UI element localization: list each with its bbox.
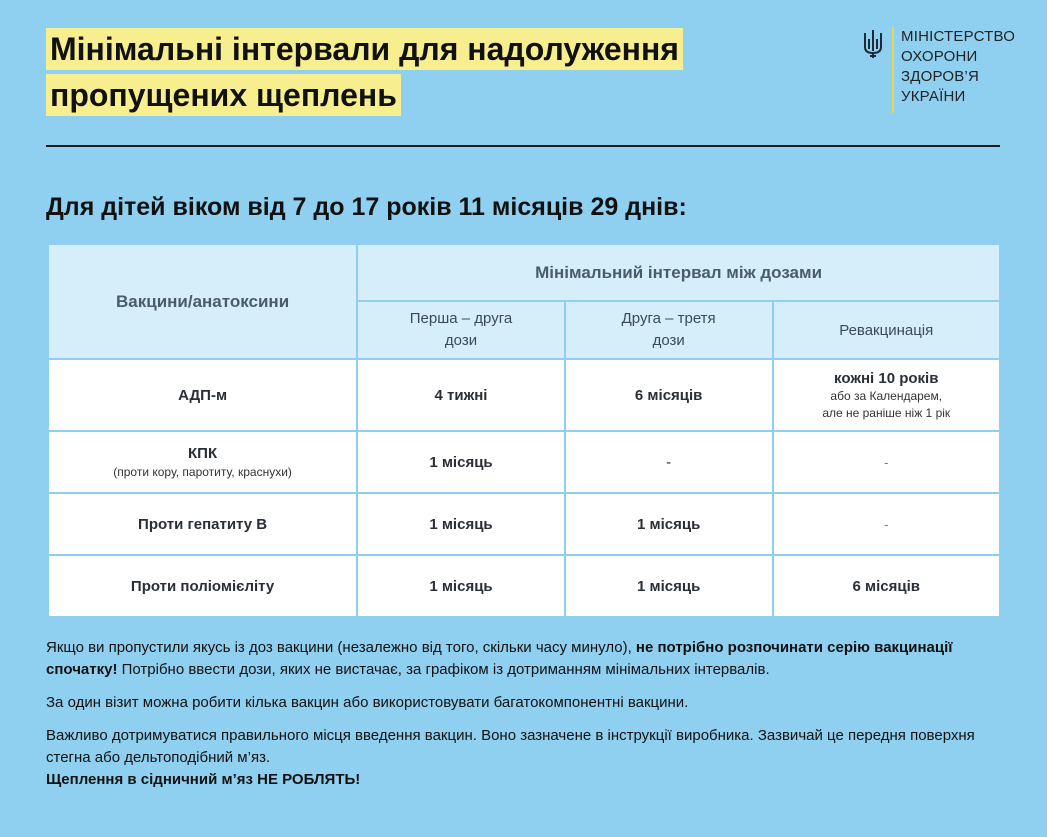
ministry-logo	[862, 27, 1015, 113]
ministry-line-1: МІНІСТЕРСТВО	[901, 28, 1016, 45]
title-divider	[46, 145, 1000, 147]
header-vaccines: Вакцини/анатоксини	[48, 244, 357, 359]
intervals-table	[47, 243, 1001, 618]
ministry-line-2: ОХОРОНИ	[901, 48, 978, 65]
title-line-1: Мінімальні інтервали для надолуження	[46, 28, 683, 70]
table-row	[48, 555, 1000, 617]
row-first: 4 тижні	[357, 359, 565, 431]
title-line-2: пропущених щеплень	[46, 74, 401, 116]
row-revac: 6 місяців	[773, 555, 1001, 617]
header-first-second-label: Перша – друга дози	[409, 310, 513, 349]
note-multiple-vaccines: За один візит можна робити кілька вакцин або використовувати багатокомпонентні вакцини.	[46, 694, 689, 711]
row-vaccine: Проти поліомієліту	[48, 555, 357, 617]
ministry-name	[901, 27, 1015, 107]
page-title	[46, 28, 683, 120]
row-vaccine: АДП-м	[48, 359, 357, 431]
table-row	[48, 431, 1000, 493]
row-second: 1 місяць	[565, 555, 773, 617]
header-first-second	[357, 301, 565, 359]
note-restart-end: Потрібно ввести дози, яких не вистачає, за графіком із дотриманням мінімальних інтервалів.	[117, 661, 770, 678]
row-revac-note-1: або за Календарем,	[830, 388, 943, 403]
row-vaccine: Проти гепатиту В	[48, 493, 357, 555]
row-vaccine-label: КПК	[188, 444, 218, 462]
header-revaccination: Ревакцинація	[773, 301, 1001, 359]
row-revac-value: кожні 10 років	[834, 369, 939, 387]
row-vaccine	[48, 431, 357, 493]
row-first: 1 місяць	[357, 431, 565, 493]
logo-divider	[892, 27, 894, 113]
row-second: 1 місяць	[565, 493, 773, 555]
note-restart-bold: не потрібно розпочинати серію вакцинації спочатку!	[46, 639, 953, 678]
row-revac: -	[773, 493, 1001, 555]
row-revac-note-2: але не раніше ніж 1 рік	[822, 405, 951, 420]
ministry-line-4: УКРАЇНИ	[901, 88, 966, 105]
age-subtitle: Для дітей віком від 7 до 17 років 11 місяців 29 днів:	[46, 193, 687, 221]
note-restart-start: Якщо ви пропустили якусь із доз вакцини (незалежно від того, скільки часу минуло),	[46, 639, 636, 656]
row-first: 1 місяць	[357, 555, 565, 617]
row-revac	[773, 359, 1001, 431]
row-revac: -	[773, 431, 1001, 493]
header-interval: Мінімальний інтервал між дозами	[357, 244, 1000, 301]
row-second: -	[565, 431, 773, 493]
note-warning: Щеплення в сідничний м’яз НЕ РОБЛЯТЬ!	[46, 771, 361, 788]
row-first: 1 місяць	[357, 493, 565, 555]
header-second-third-label: Друга – третя дози	[621, 310, 716, 349]
row-second: 6 місяців	[565, 359, 773, 431]
ministry-line-3: ЗДОРОВ’Я	[901, 68, 979, 85]
table-row	[48, 359, 1000, 431]
trident-icon	[862, 29, 884, 59]
note-injection-site: Важливо дотримуватися правильного місця введення вакцин. Воно зазначене в інструкції виробника. Зазвичай це передня поверхня стегна або дельтоподібний м’яз.	[46, 727, 975, 766]
header-second-third	[565, 301, 773, 359]
note-restart	[46, 637, 1006, 681]
table-row	[48, 493, 1000, 555]
row-vaccine-note: (проти кору, паротиту, краснухи)	[113, 464, 292, 479]
